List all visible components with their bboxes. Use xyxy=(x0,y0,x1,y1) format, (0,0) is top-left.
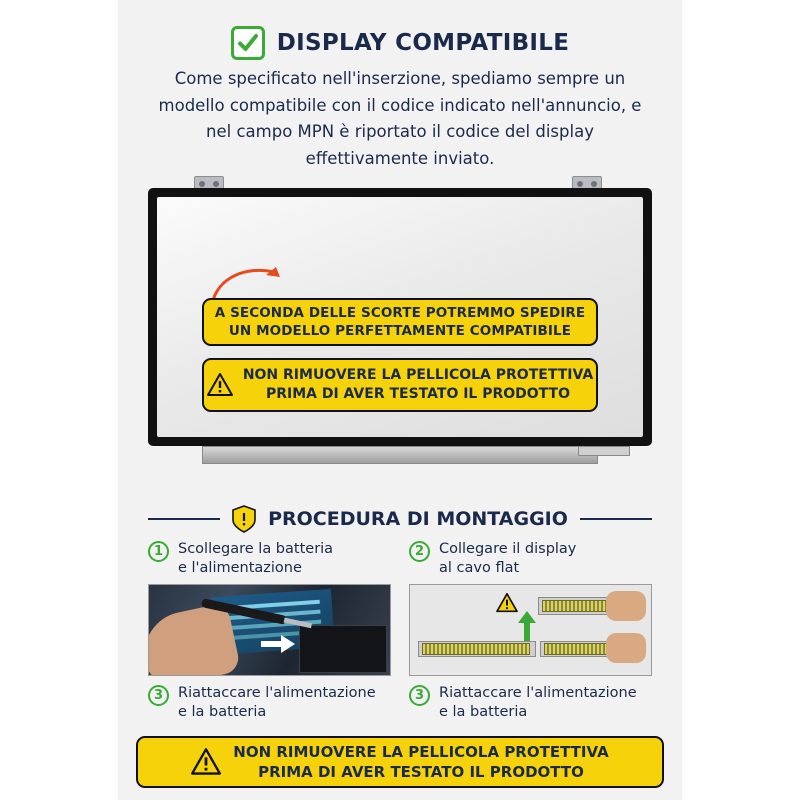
header xyxy=(118,26,682,60)
film-warning-line2: PRIMA DI AVER TESTATO IL PRODOTTO xyxy=(265,386,571,402)
display-flat-cable-connect-photo xyxy=(409,584,652,676)
check-box-icon xyxy=(231,26,265,60)
step-line2: al cavo flat xyxy=(439,560,520,577)
warning-triangle-icon xyxy=(191,748,221,776)
step-text xyxy=(178,684,376,722)
white-arrow-icon xyxy=(261,635,295,653)
footer-warning-line1: NON RIMUOVERE LA PELLICOLA PROTETTIVA xyxy=(233,742,609,761)
intro-paragraph: Come specificato nell'inserzione, spediamo sempre un modello compatibile con il codice indicato nell'annuncio, e nel campo MPN è riportato il codice del display effettivamente inviato. xyxy=(158,69,642,169)
step-text xyxy=(439,540,576,578)
step-line1: Riattaccare l'alimentazione xyxy=(178,685,376,702)
procedure-step xyxy=(409,684,652,722)
bracket-hole xyxy=(213,181,219,187)
connector-contacts xyxy=(422,643,530,655)
compatibility-notice-line2: UN MODELLO PERFETTAMENTE COMPATIBILE xyxy=(228,323,572,339)
bracket-hole xyxy=(591,181,597,187)
procedure-title: PROCEDURA DI MONTAGGIO xyxy=(268,508,568,530)
procedure-step xyxy=(148,540,391,578)
step-text xyxy=(178,540,333,578)
page-title: DISPLAY COMPATIBILE xyxy=(276,30,570,56)
step-line1: Collegare il display xyxy=(439,541,577,557)
divider-left xyxy=(148,518,220,520)
step-number: 2 xyxy=(409,541,430,562)
hand-shape xyxy=(606,633,646,663)
procedure-header xyxy=(148,505,652,533)
bracket-hole xyxy=(577,181,583,187)
warning-triangle-icon xyxy=(496,593,518,613)
step-line2: e l'alimentazione xyxy=(178,560,302,577)
procedure-step xyxy=(409,540,652,578)
display-panel-illustration xyxy=(148,176,652,476)
bracket-hole xyxy=(199,181,205,187)
panel-bottom-strip xyxy=(202,446,598,464)
procedure-column-right xyxy=(409,540,652,729)
battery-shape xyxy=(299,625,387,673)
compatibility-notice-line1: A SECONDA DELLE SCORTE POTREMMO SPEDIRE xyxy=(214,304,586,321)
step-number: 1 xyxy=(148,541,169,562)
film-warning-line1: NON RIMUOVERE LA PELLICOLA PROTETTIVA xyxy=(242,367,594,384)
divider-right xyxy=(580,518,652,520)
shield-icon xyxy=(232,505,256,533)
step-line2: e la batteria xyxy=(178,704,267,721)
film-warning-box xyxy=(202,358,598,412)
hand-shape xyxy=(606,591,646,621)
footer-warning-banner xyxy=(136,736,664,788)
panel-connector xyxy=(578,446,630,456)
step-number: 3 xyxy=(148,685,169,706)
step-number: 3 xyxy=(409,685,430,706)
step-text xyxy=(439,684,637,722)
procedure-step xyxy=(148,684,391,722)
step-line1: Riattaccare l'alimentazione xyxy=(439,685,637,702)
procedure-columns xyxy=(148,540,652,729)
content-sheet xyxy=(118,0,682,800)
laptop-battery-disconnect-photo xyxy=(148,584,391,676)
procedure-column-left xyxy=(148,540,391,729)
step-line2: e la batteria xyxy=(439,704,528,721)
footer-warning-line2: PRIMA DI AVER TESTATO IL PRODOTTO xyxy=(258,763,584,781)
compatibility-notice-box xyxy=(202,298,598,346)
green-arrow-icon xyxy=(518,611,536,641)
warning-triangle-icon xyxy=(207,373,233,397)
hand-shape xyxy=(148,602,241,676)
step-line1: Scollegare la batteria xyxy=(178,541,334,557)
